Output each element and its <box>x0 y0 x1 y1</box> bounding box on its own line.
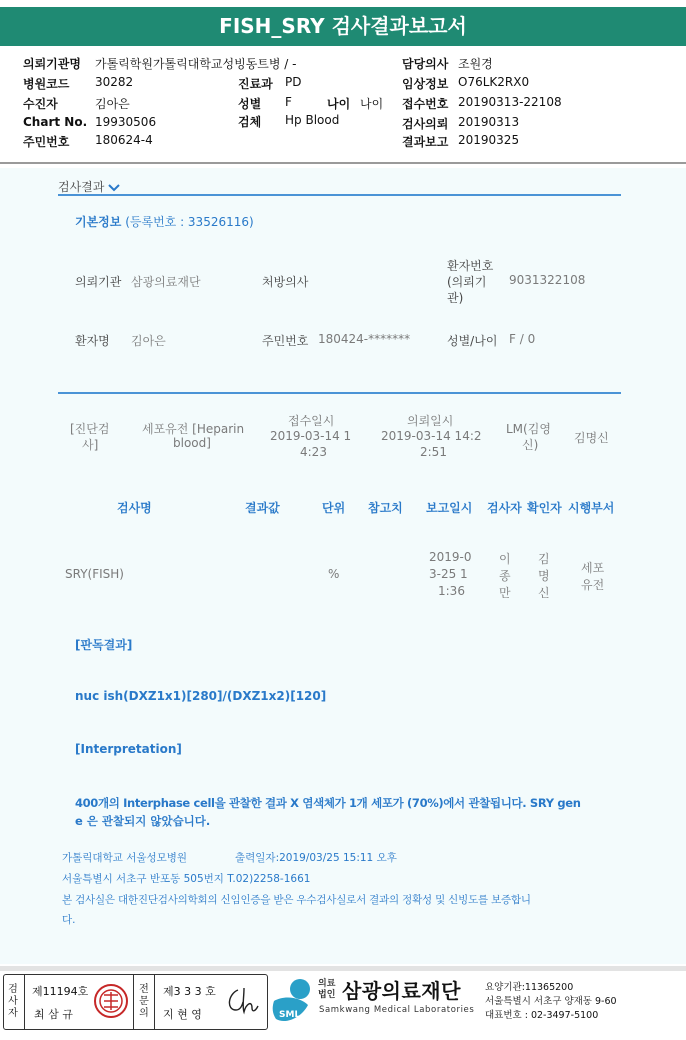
col-confirmer: 확인자 <box>527 501 562 515</box>
corp-label-1: 의료 <box>318 979 336 989</box>
confirmer-3: 신 <box>538 586 550 600</box>
col-reference: 참고치 <box>368 501 403 515</box>
footer-divider <box>0 966 686 971</box>
patient-value: 김아은 <box>95 97 130 111</box>
patient-name-label: 환자명 <box>75 334 110 348</box>
order-lab-2: 신) <box>522 438 539 452</box>
reading-label: [판독결과] <box>75 638 133 652</box>
sex-age-value: F / 0 <box>509 332 536 346</box>
receipt-time-1: 2019-03-14 1 <box>270 429 352 443</box>
age-label: 나이 <box>327 97 351 111</box>
interpretation-label: [Interpretation] <box>75 742 182 756</box>
receipt-label: 접수번호 <box>402 97 449 111</box>
rrn-value-panel: 180424-******* <box>318 332 411 346</box>
basic-info-label: 기본정보 <box>75 215 122 229</box>
report-time-2: 3-25 1 <box>429 567 468 581</box>
order-category-2: 사] <box>82 438 99 452</box>
requested-value: 20190313 <box>458 115 520 129</box>
corp-label-2: 법인 <box>318 990 336 1000</box>
age-value: 나이 <box>360 97 384 111</box>
col-examiner: 검사자 <box>487 501 522 515</box>
sex-age-label: 성별/나이 <box>447 334 498 348</box>
section-toggle[interactable] <box>58 178 120 195</box>
sex-label: 성별 <box>238 97 262 111</box>
examiner-2: 종 <box>499 569 511 583</box>
department-1: 세포 <box>581 561 605 575</box>
institution-label: 의뢰기관 <box>75 275 122 289</box>
footer-certification-2: 다. <box>62 914 76 926</box>
reported-label: 결과보고 <box>402 135 449 149</box>
institution-value: 삼광의료재단 <box>131 275 201 289</box>
karyotype-result: nuc ish(DXZ1x1)[280]/(DXZ1x2)[120] <box>75 689 327 703</box>
section-label: 검사결과 <box>58 180 105 194</box>
rrn-label: 주민번호 <box>23 135 70 149</box>
request-time-label: 의뢰일시 <box>407 414 454 428</box>
confirmer-1: 김 <box>538 552 550 566</box>
examiner-3: 만 <box>499 586 511 600</box>
patient-number-label-3: 관) <box>447 291 464 305</box>
chart-value: 19930506 <box>95 115 157 129</box>
order-doctor: 김명신 <box>574 431 609 445</box>
col-test-name: 검사명 <box>117 501 152 515</box>
col-result: 결과값 <box>245 501 280 515</box>
registration-number: (등록번호 : 33526116) <box>125 215 254 229</box>
interpretation-line-1: 400개의 Interphase cell을 관찰한 결과 X 염색체가 1개 세포가 (70%)에서 관찰됩니다. SRY gen <box>75 796 581 810</box>
confirmer-2: 명 <box>538 569 550 583</box>
specialist-vertical-label: 전문의 <box>139 984 149 1019</box>
requester-label: 의뢰기관명 <box>23 57 81 71</box>
col-report-time: 보고일시 <box>426 501 473 515</box>
order-lab-1: LM(김영 <box>506 422 551 436</box>
test-unit: % <box>328 567 340 581</box>
requester-value: 가톨릭학원가톨릭대학교성빙동트병 / - <box>95 57 297 71</box>
footer-address: 서울특별시 서초구 반포동 505번지 T.02)2258-1661 <box>62 873 311 885</box>
receipt-value: 20190313-22108 <box>458 95 562 109</box>
specialist-name: 지 현 영 <box>163 1008 202 1021</box>
info-divider <box>58 392 621 394</box>
rrn-label-panel: 주민번호 <box>262 334 309 348</box>
interpretation-line-2: e 은 관찰되지 않았습니다. <box>75 814 211 828</box>
patient-label: 수진자 <box>23 97 58 111</box>
seal-stamp-icon <box>93 983 129 1019</box>
sex-value: F <box>285 95 292 109</box>
specimen-value: Hp Blood <box>285 113 340 127</box>
receipt-time-2: 4:23 <box>300 445 327 459</box>
department-2: 유전 <box>581 578 605 592</box>
chevron-down-icon <box>108 183 120 192</box>
examiner-license: 제11194호 <box>32 985 89 998</box>
footer-print-date: 출력일자:2019/03/25 15:11 오후 <box>235 852 397 864</box>
brand-institution-code: 요양기관:11365200 <box>485 982 574 993</box>
reported-value: 20190325 <box>458 133 520 147</box>
footer-hospital: 가톨릭대학교 서울성모병원 <box>62 852 188 864</box>
department-label: 진료과 <box>238 77 273 91</box>
patient-number-value: 9031322108 <box>509 273 586 287</box>
requested-label: 검사의뢰 <box>402 117 449 131</box>
request-time-1: 2019-03-14 14:2 <box>381 429 482 443</box>
clinical-value: O76LK2RX0 <box>458 75 530 89</box>
report-time-1: 2019-0 <box>429 550 472 564</box>
brand-name-korean: 삼광의료재단 <box>342 979 461 1003</box>
sml-logo-icon <box>270 977 316 1027</box>
patient-name-value: 김아은 <box>131 334 166 348</box>
examiner-name: 최 삼 규 <box>34 1008 73 1021</box>
clinical-label: 임상정보 <box>402 77 449 91</box>
examiner-1: 이 <box>499 552 511 566</box>
order-specimen-1: 세포유전 [Heparin <box>142 422 245 436</box>
brand-address: 서울특별시 서초구 양재동 9-60 <box>485 996 617 1007</box>
request-time-2: 2:51 <box>420 445 447 459</box>
handwritten-signature-icon <box>222 984 262 1018</box>
report-time-3: 1:36 <box>438 584 465 598</box>
chart-label: Chart No. <box>23 115 88 129</box>
hospital-code-value: 30282 <box>95 75 134 89</box>
header-divider <box>0 162 686 164</box>
patient-number-label-2: (의뢰기 <box>447 275 487 289</box>
order-category-1: [진단검 <box>70 422 110 436</box>
hospital-code-label: 병원코드 <box>23 77 70 91</box>
specimen-label: 검체 <box>238 115 262 129</box>
doctor-label: 담당의사 <box>402 57 449 71</box>
receipt-time-label: 접수일시 <box>288 414 335 428</box>
patient-number-label-1: 환자번호 <box>447 259 494 273</box>
order-specimen-2: blood] <box>173 436 211 450</box>
brand-name-english: Samkwang Medical Laboratories <box>319 1005 475 1015</box>
rrn-value: 180624-4 <box>95 133 153 147</box>
section-divider <box>58 194 621 196</box>
col-unit: 단위 <box>322 501 346 515</box>
department-value: PD <box>285 75 302 89</box>
test-name: SRY(FISH) <box>65 567 124 581</box>
brand-phone: 대표번호 : 02-3497-5100 <box>485 1010 599 1021</box>
report-title: FISH_SRY 검사결과보고서 <box>0 7 686 46</box>
col-department: 시행부서 <box>568 501 615 515</box>
logo-text: SML <box>279 1010 301 1020</box>
footer-certification-1: 본 검사실은 대한진단검사의학회의 신임인증을 받은 우수검사실로서 결과의 정확성 및 신빙도를 보증합니 <box>62 894 531 906</box>
doctor-value: 조원경 <box>458 57 493 71</box>
specialist-license: 제3 3 3 호 <box>163 985 216 998</box>
examiner-vertical-label: 검사자 <box>8 984 18 1019</box>
prescriber-label: 처방의사 <box>262 275 309 289</box>
